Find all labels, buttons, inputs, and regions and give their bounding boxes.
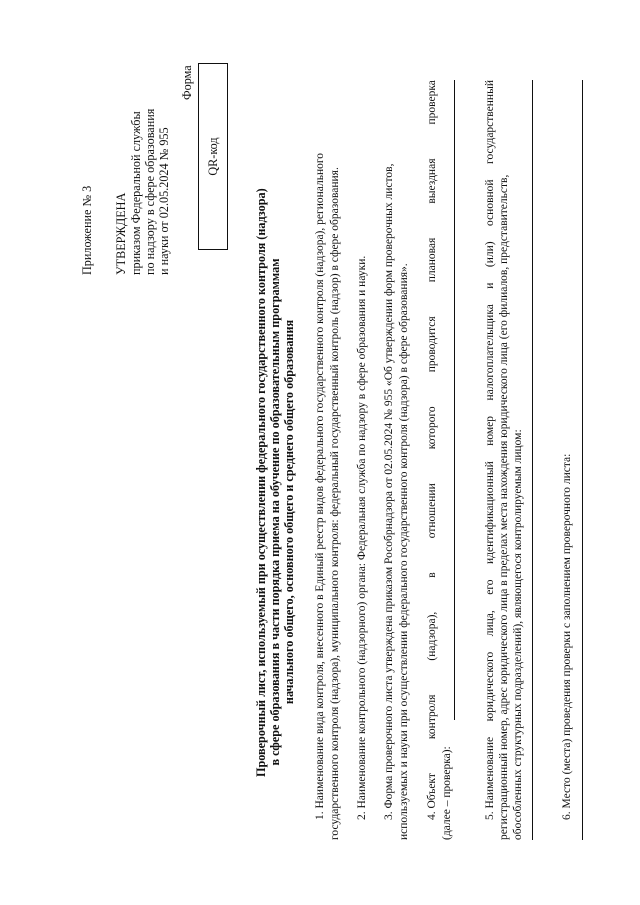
title-line-2: в сфере образования в части порядка приема на обучение по образовательным программам [268,258,282,766]
item-5-fill-line [532,80,533,840]
item-5-word: лица, [484,610,496,637]
item-5-word: его [484,579,496,595]
item-2: 2. Наименование контрольного (надзорного) органа: Федеральная служба по надзору в сфере образования и науки. [356,255,368,820]
item-5-word: (или) [484,241,496,268]
item-5-line-2: регистрационный номер, адрес юридического лица в пределах места нахождения юридического лица (его филиалов, представительств, [498,174,510,840]
approved-label: УТВЕРЖДЕНА [114,192,128,275]
item-5-word: номер [484,415,496,446]
item-5-line-1 [483,80,497,820]
item-4-word: (надзора), [426,611,438,661]
item-5-word: основной [484,179,496,226]
qr-code-box [198,63,228,250]
item-4-word: проводится [426,316,438,373]
item-5-word: налогоплательщика [484,304,496,401]
item-1-line-2: государственного контроля (надзора), муниципального контроля: федеральный государственный контроль (надзор) в сфере образования. [329,167,341,840]
item-4-word: выездная [426,158,438,204]
item-4-word: плановая [426,237,438,283]
form-label: Форма [180,65,194,100]
item-4-word: проверка [426,80,438,125]
order-line-1: приказом Федеральной службы [129,111,143,275]
appendix-number: Приложение № 3 [80,185,94,275]
item-4-fill-line [454,80,455,720]
item-6-fill-line [582,80,583,840]
item-1-line-1: 1. Наименование вида контроля, внесенного в Единый реестр видов федерального государственного контроля (надзора), регионального [314,152,326,820]
item-5-word: 5. Наименование [484,736,496,820]
item-4-word: отношении [426,483,438,539]
item-3-line-1: 3. Форма проверочного листа утверждена приказом Рособрнадзора от 02.05.2024 № 955 «Об утверждении форм проверочных листов, [383,163,395,820]
item-5-line-3: обособленных структурных подразделений), являющегося контролируемым лицом: [512,429,524,840]
item-5-word: юридического [484,651,496,722]
item-4-word: контроля [426,694,438,740]
item-5-word: идентификационный [484,461,496,565]
order-line-3: и науки от 02.05.2024 № 955 [157,127,171,275]
item-5-word: и [484,282,496,289]
item-4-word: 4. Объект [426,773,438,820]
title-line-1: Проверочный лист, используемый при осуществлении федерального государственного контроля (надзора) [254,188,268,777]
item-4-word: в [426,572,438,578]
item-4-line-1 [425,80,439,820]
item-6: 6. Место (места) проведения проверки с заполнением проверочного листа: [561,453,573,820]
qr-code-label: QR-код [206,137,220,176]
item-5-word: государственный [484,80,496,164]
item-3-line-2: используемых и науки при осуществлении федерального государственного контроля (надзора) в сфере образования». [398,263,410,840]
order-line-2: по надзору в сфере образования [143,108,157,275]
item-4-line-2: (далее – проверка): [441,746,453,840]
title-line-3: начального общего, основного общего и среднего общего образования [282,319,296,705]
item-4-word: которого [426,406,438,450]
